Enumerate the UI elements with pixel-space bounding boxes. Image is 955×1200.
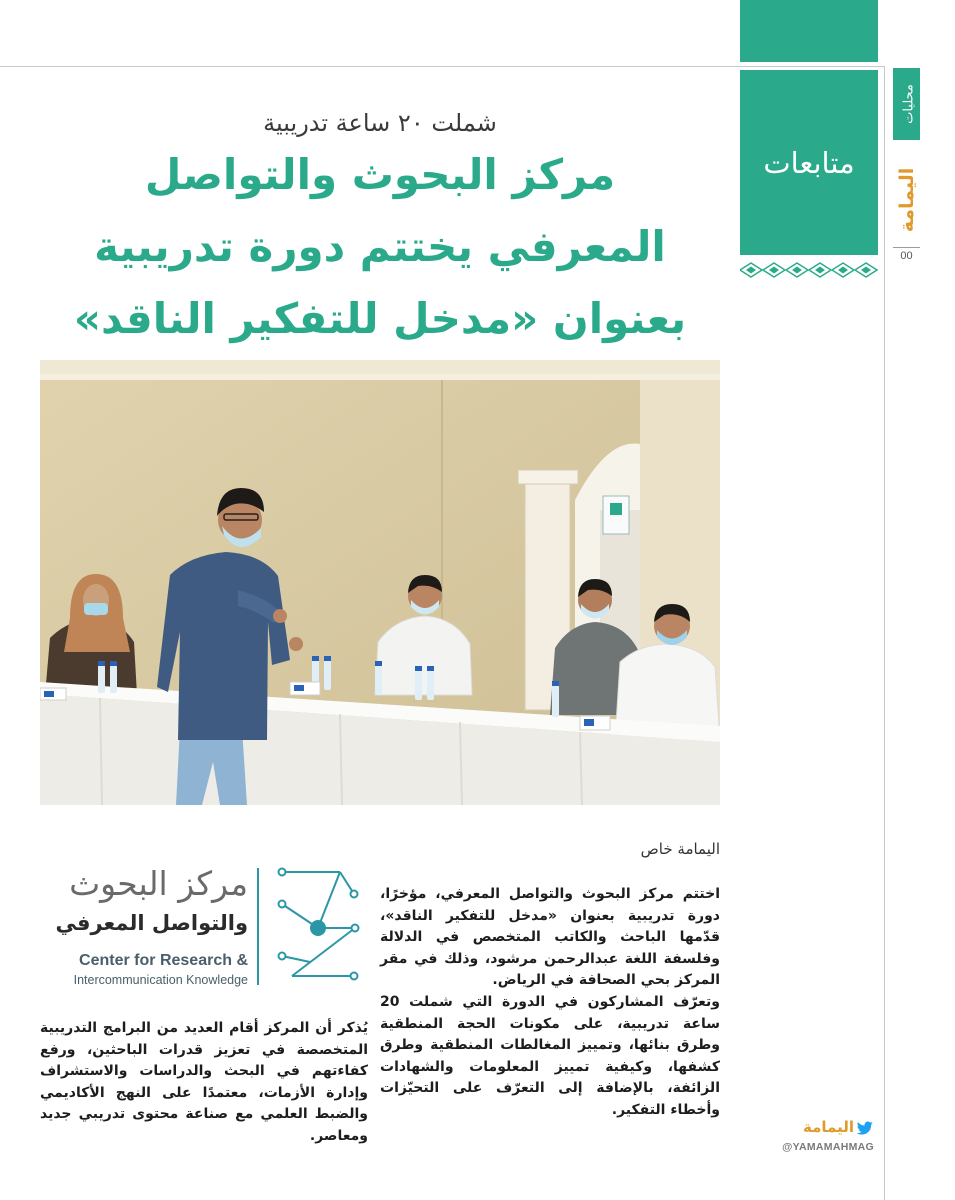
- title-line: بعنوان «مدخل للتفكير الناقد»: [73, 294, 687, 343]
- section-tab-top: [740, 0, 878, 62]
- org-logo-divider: [257, 868, 259, 985]
- network-node: [279, 869, 286, 876]
- network-hub: [310, 920, 326, 936]
- name-card-mark: [584, 719, 594, 726]
- water-bottle-cap: [98, 661, 105, 666]
- article-body-right-column: [380, 884, 720, 1122]
- side-rule: [884, 66, 885, 1200]
- section-label: متابعات: [763, 145, 855, 180]
- network-line: [318, 872, 340, 928]
- section-box: [740, 70, 878, 255]
- water-bottle-cap: [312, 656, 319, 661]
- org-name-ar-line2: والتواصل المعرفي: [55, 911, 248, 935]
- network-node: [351, 891, 358, 898]
- water-bottle-cap: [415, 666, 422, 671]
- top-rule: [0, 66, 885, 67]
- masthead-rule: [893, 247, 920, 248]
- network-node: [279, 901, 286, 908]
- title-line: مركز البحوث والتواصل: [144, 150, 616, 199]
- article-paragraph: اختتم مركز البحوث والتواصل المعرفي، مؤخرًا، دورة تدريبية بعنوان «مدخل للتفكير الناقد»، قدّمها الباحث والكاتب المتخصص في الدلالة وفلسفة اللغة عبدالرحمن مرشود، وذلك في مقر المركز بحي الصحافة في الرياض.: [380, 886, 720, 989]
- page-number: 00: [900, 250, 913, 262]
- photo-molding: [40, 374, 720, 380]
- water-bottle: [110, 665, 117, 693]
- masthead-logo-rotator: [896, 168, 918, 233]
- masthead-logo: [893, 156, 920, 244]
- network-node: [351, 973, 358, 980]
- article-paragraph: وتعرّف المشاركون في الدورة التي شملت 20 ساعة تدريبية، على مكونات الحجة المنطقية وطرق بنائها، وتمييز المغالطات المنطقية وطرق كشفها، وكيفية تمييز المعلومات والشهادات الزائفة، بالإضافة إلى التعرّف على التحيّزات وأخطاء التفكير.: [380, 993, 720, 1118]
- org-logo-text: [36, 862, 248, 988]
- presenter-hand: [289, 637, 303, 651]
- attendee-mask: [84, 603, 108, 615]
- article-paragraph: يُذكر أن المركز أقام العديد من البرامج التدريبية المتخصصة في تعزيز قدرات الباحثين، ورفع كفاءتهم في البحث والدراسات والاستشراف وإدارة الأزمات، معتمدًا على النهج الأكاديمي والضبط العلمي مع صناعة محتوى تدريبي جديد ومعاصر.: [40, 1020, 368, 1144]
- water-bottle: [98, 665, 105, 693]
- water-bottle: [324, 660, 331, 690]
- social-handle: @YAMAMAHMAG: [782, 1141, 874, 1153]
- side-section-tab: [893, 68, 920, 140]
- water-bottle-cap: [375, 661, 382, 666]
- article-body-left-column: [40, 1018, 368, 1148]
- water-bottle: [415, 670, 422, 700]
- name-card-mark: [294, 685, 304, 691]
- photo-wall-sign-mark: [610, 503, 622, 515]
- twitter-bird: [857, 1122, 873, 1135]
- side-tab-rotator: [897, 84, 916, 124]
- side-tab-label: محليات: [901, 84, 916, 124]
- network-node: [352, 925, 359, 932]
- water-bottle: [552, 685, 559, 717]
- masthead-logo-text: اليمامة: [895, 167, 918, 233]
- network-line: [292, 928, 355, 976]
- name-card-mark: [44, 691, 54, 697]
- presenter-hand: [273, 609, 287, 623]
- water-bottle: [427, 670, 434, 700]
- photo-pillar-capital: [518, 470, 578, 484]
- water-bottle-cap: [110, 661, 117, 666]
- water-bottle-cap: [552, 681, 559, 686]
- training-session-photo: [40, 360, 720, 805]
- diamond-ornament-icon: [740, 262, 878, 278]
- org-name-ar-line1: مركز البحوث: [69, 864, 248, 903]
- byline: اليمامة خاص: [640, 840, 720, 858]
- network-logo-icon: [270, 862, 365, 987]
- water-bottle: [375, 665, 382, 695]
- water-bottle-cap: [427, 666, 434, 671]
- twitter-icon: [857, 1121, 873, 1135]
- org-name-en-line1: Center for Research &: [79, 952, 248, 969]
- social-magazine-logo: اليمامة: [803, 1118, 854, 1136]
- network-node: [279, 953, 286, 960]
- title-line: المعرفي يختتم دورة تدريبية: [94, 222, 666, 271]
- photo-ceiling: [40, 360, 720, 374]
- article-kicker: شملت ٢٠ ساعة تدريبية: [263, 109, 497, 137]
- org-name-en-line2: Intercommunication Knowledge: [73, 973, 248, 987]
- article-title: [40, 139, 720, 355]
- water-bottle-cap: [324, 656, 331, 661]
